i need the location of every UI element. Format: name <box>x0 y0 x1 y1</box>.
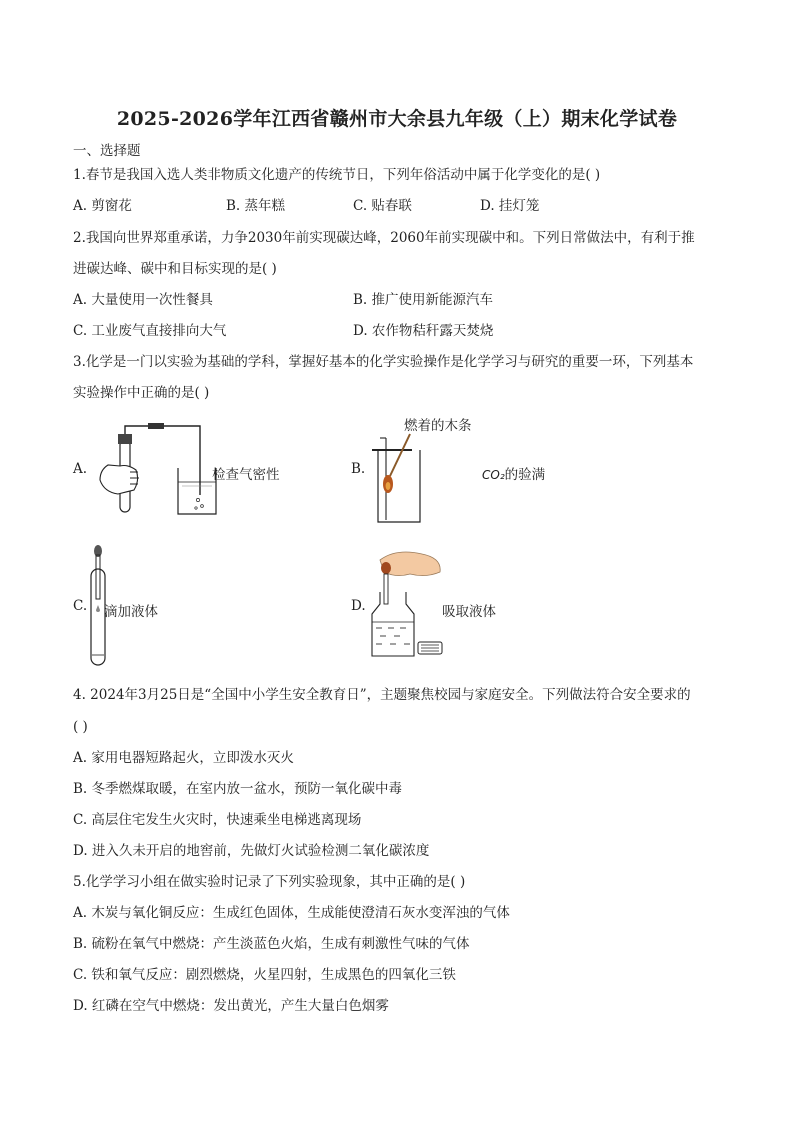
q2-option-d[interactable]: D. 农作物秸秆露天焚烧 <box>353 323 494 339</box>
q2-option-a[interactable]: A. 大量使用一次性餐具 <box>73 292 213 308</box>
question-2-stem-line1: 2.我国向世界郑重承诺，力争2030年前实现碳达峰，2060年前实现碳中和。下列日常做法中，有利于推 <box>73 230 695 246</box>
co2-full-test-illustration <box>368 432 438 527</box>
q3-option-a-letter[interactable]: A. <box>73 461 88 477</box>
q4-option-c[interactable]: C. 高层住宅发生火灾时，快速乘坐电梯逃离现场 <box>73 812 362 828</box>
question-5-stem: 5.化学学习小组在做实验时记录了下列实验现象，其中正确的是( ) <box>73 874 466 890</box>
q1-option-d[interactable]: D. 挂灯笼 <box>480 198 540 214</box>
q3-option-c-label: 滴加液体 <box>104 604 158 620</box>
suction-liquid-illustration <box>366 548 446 660</box>
q5-option-b[interactable]: B. 硫粉在氧气中燃烧：产生淡蓝色火焰，生成有刺激性气味的气体 <box>73 936 470 952</box>
q3-option-c-letter[interactable]: C. <box>73 598 88 614</box>
q2-option-b[interactable]: B. 推广使用新能源汽车 <box>353 292 494 308</box>
q1-option-c[interactable]: C. 贴春联 <box>353 198 412 214</box>
q4-option-a[interactable]: A. 家用电器短路起火，立即泼水灭火 <box>73 750 294 766</box>
page-title: 2025-2026学年江西省赣州市大余县九年级（上）期末化学试卷 <box>116 108 678 130</box>
q3-option-d-letter[interactable]: D. <box>351 598 366 614</box>
airtightness-check-illustration <box>90 420 220 520</box>
question-1-stem: 1.春节是我国入选人类非物质文化遗产的传统节日，下列年俗活动中属于化学变化的是( ) <box>73 167 601 183</box>
question-4-stem-line1: 4. 2024年3月25日是“全国中小学生安全教育日”，主题聚焦校园与家庭安全。下列做法符合安全要求的 <box>73 687 691 703</box>
q4-option-d[interactable]: D. 进入久未开启的地窖前，先做灯火试验检测二氧化碳浓度 <box>73 843 430 859</box>
q3-option-d-label: 吸取液体 <box>442 604 496 620</box>
question-2-stem-line2: 进碳达峰、碳中和目标实现的是( ) <box>73 261 277 277</box>
q2-option-c[interactable]: C. 工业废气直接排向大气 <box>73 323 227 339</box>
question-3-stem-line1: 3.化学是一门以实验为基础的学科，掌握好基本的化学实验操作是化学学习与研究的重要一环，下列基本 <box>73 354 694 370</box>
q3-option-b-letter[interactable]: B. <box>351 461 366 477</box>
q5-option-a[interactable]: A. 木炭与氧化铜反应：生成红色固体，生成能使澄清石灰水变浑浊的气体 <box>73 905 510 921</box>
q3-option-b-label <box>482 463 545 483</box>
co2-formula: CO₂ <box>482 468 505 482</box>
section-heading: 一、选择题 <box>73 143 141 159</box>
q4-option-b[interactable]: B. 冬季燃煤取暖，在室内放一盆水，预防一氧化碳中毒 <box>73 781 403 797</box>
q1-option-b[interactable]: B. 蒸年糕 <box>226 198 286 214</box>
q3-option-b-top-label: 燃着的木条 <box>404 418 472 434</box>
q5-option-c[interactable]: C. 铁和氧气反应：剧烈燃烧，火星四射，生成黑色的四氧化三铁 <box>73 967 456 983</box>
question-4-stem-line2: ( ) <box>73 719 88 735</box>
q3-option-a-label: 检查气密性 <box>212 467 280 483</box>
co2-label-rest: 的验满 <box>504 467 546 483</box>
question-3-stem-line2: 实验操作中正确的是( ) <box>73 385 210 401</box>
q1-option-a[interactable]: A. 剪窗花 <box>73 198 132 214</box>
q5-option-d[interactable]: D. 红磷在空气中燃烧：发出黄光，产生大量白色烟雾 <box>73 998 389 1014</box>
